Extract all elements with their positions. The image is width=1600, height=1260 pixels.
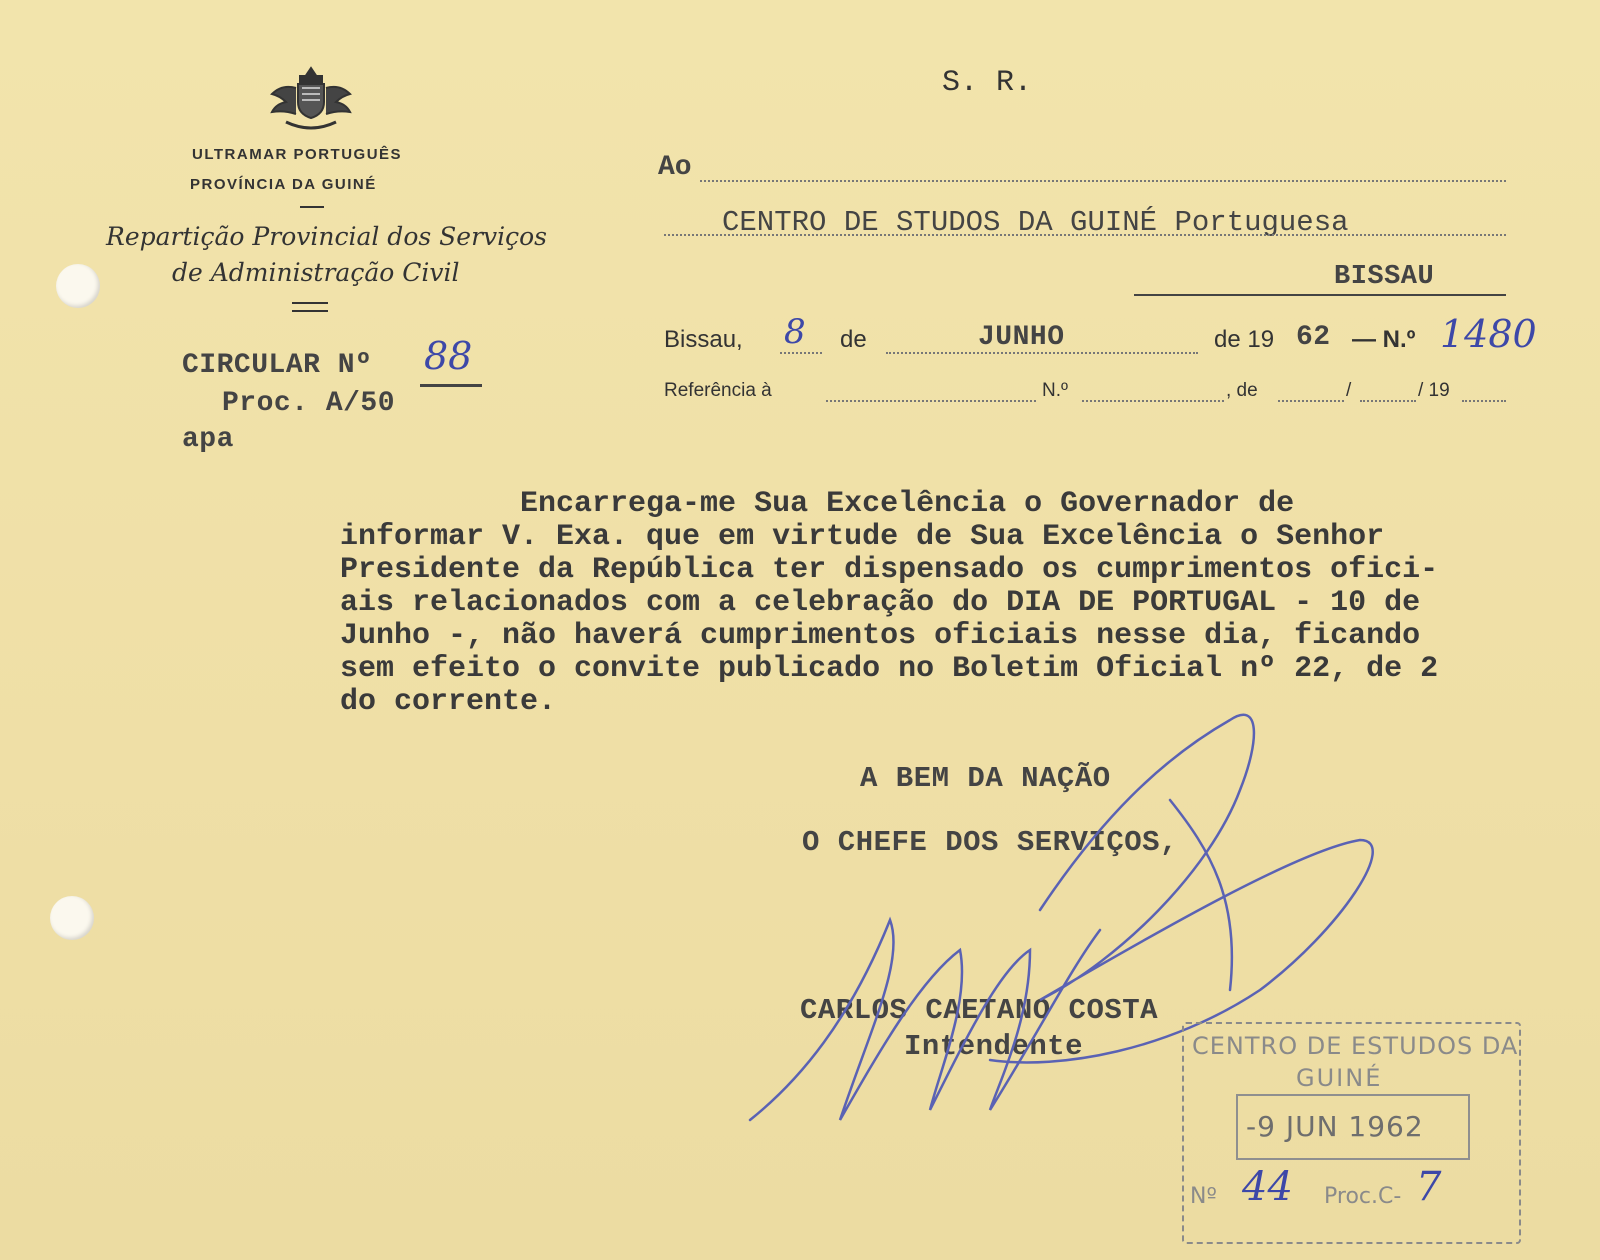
stamp-no-label: Nº xyxy=(1190,1184,1217,1209)
dateline-month: JUNHO xyxy=(978,322,1065,353)
reference-slash: / xyxy=(1346,380,1352,401)
dateline-number-label: — N.º xyxy=(1352,326,1416,353)
letter-body xyxy=(340,488,1560,719)
reference-dots-3 xyxy=(1278,400,1344,402)
addressee-dotted-line-1 xyxy=(700,180,1506,182)
proc-reference: Proc. A/50 xyxy=(222,388,396,419)
stamp-line-1: CENTRO DE ESTUDOS DA xyxy=(1192,1032,1519,1060)
signer-title: Intendente xyxy=(904,1030,1084,1063)
closing-salutation: A BEM DA NAÇÃO xyxy=(860,762,1111,795)
dateline-day: 8 xyxy=(784,312,806,352)
header-line-provincia: PROVÍNCIA DA GUINÉ xyxy=(190,176,377,193)
addressee-name-suffix: Portuguesa xyxy=(1174,206,1349,239)
signer-name: CARLOS CAETANO COSTA xyxy=(800,994,1159,1027)
circular-label: CIRCULAR Nº xyxy=(182,350,373,381)
dateline-year: 62 xyxy=(1296,322,1331,353)
department-line-2: de Administração Civil xyxy=(172,258,460,287)
stamp-date-box xyxy=(1236,1094,1470,1160)
stamp-line-2: GUINÉ xyxy=(1296,1064,1383,1092)
addressee-prefix: Ao xyxy=(658,152,692,183)
reference-de-label: , de xyxy=(1226,380,1258,401)
addressee-city: BISSAU xyxy=(1334,262,1435,292)
addressee-city-underline xyxy=(1134,294,1506,296)
body-line-5: Junho -, não haverá cumprimentos oficiais nesse dia, ficando xyxy=(340,619,1421,653)
punch-hole-bottom xyxy=(50,896,94,940)
stamp-date: -9 JUN 1962 xyxy=(1246,1110,1424,1143)
body-line-7: do corrente. xyxy=(340,685,557,719)
dateline-de-2: de 19 xyxy=(1214,326,1275,353)
stamp-no-value: 44 xyxy=(1242,1164,1293,1210)
typist-initials: apa xyxy=(182,424,234,455)
coat-of-arms-icon xyxy=(266,62,356,134)
header-line-ultramar: ULTRAMAR PORTUGUÊS xyxy=(192,146,403,163)
reference-dots-2 xyxy=(1082,400,1224,402)
department-line-1: Repartição Provincial dos Serviços xyxy=(106,222,548,251)
circular-number: 88 xyxy=(424,334,473,378)
reference-dots-4 xyxy=(1360,400,1416,402)
body-line-4: ais relacionados com a celebração do DIA DE PORTUGAL - 10 de xyxy=(340,586,1421,620)
body-line-2: informar V. Exa. que em virtude de Sua Excelência o Senhor xyxy=(340,520,1385,554)
addressee-dotted-line-2 xyxy=(664,234,1506,236)
body-line-6: sem efeito o convite publicado no Boletim Oficial nº 22, de 2 xyxy=(340,652,1439,686)
punch-hole-top xyxy=(56,264,100,308)
body-line-3: Presidente da República ter dispensado os cumprimentos ofici- xyxy=(340,553,1439,587)
dateline-day-dots xyxy=(780,352,822,354)
addressee-name-main: CENTRO DE STUDOS DA GUINÉ xyxy=(722,206,1158,239)
closing-role: O CHEFE DOS SERVIÇOS, xyxy=(802,826,1178,859)
receipt-stamp xyxy=(1182,1022,1521,1244)
reference-dots-1 xyxy=(826,400,1036,402)
reference-year-label: / 19 xyxy=(1418,380,1450,401)
dateline-de-1: de xyxy=(840,326,867,353)
stamp-proc-label: Proc.C- xyxy=(1324,1184,1402,1209)
body-line-1: Encarrega-me Sua Excelência o Governador de xyxy=(340,487,1295,521)
department-divider xyxy=(292,302,328,312)
reference-n-label: N.º xyxy=(1042,380,1068,401)
stamp-proc-value: 7 xyxy=(1416,1164,1442,1210)
dateline-month-dots xyxy=(886,352,1198,354)
reference-dots-5 xyxy=(1462,400,1506,402)
reference-label: Referência à xyxy=(664,380,772,401)
header-divider xyxy=(300,206,324,208)
sr-mark: S. R. xyxy=(942,66,1033,100)
dateline-number: 1480 xyxy=(1440,312,1537,356)
circular-number-underline xyxy=(420,384,482,387)
dateline-place: Bissau, xyxy=(664,326,743,353)
